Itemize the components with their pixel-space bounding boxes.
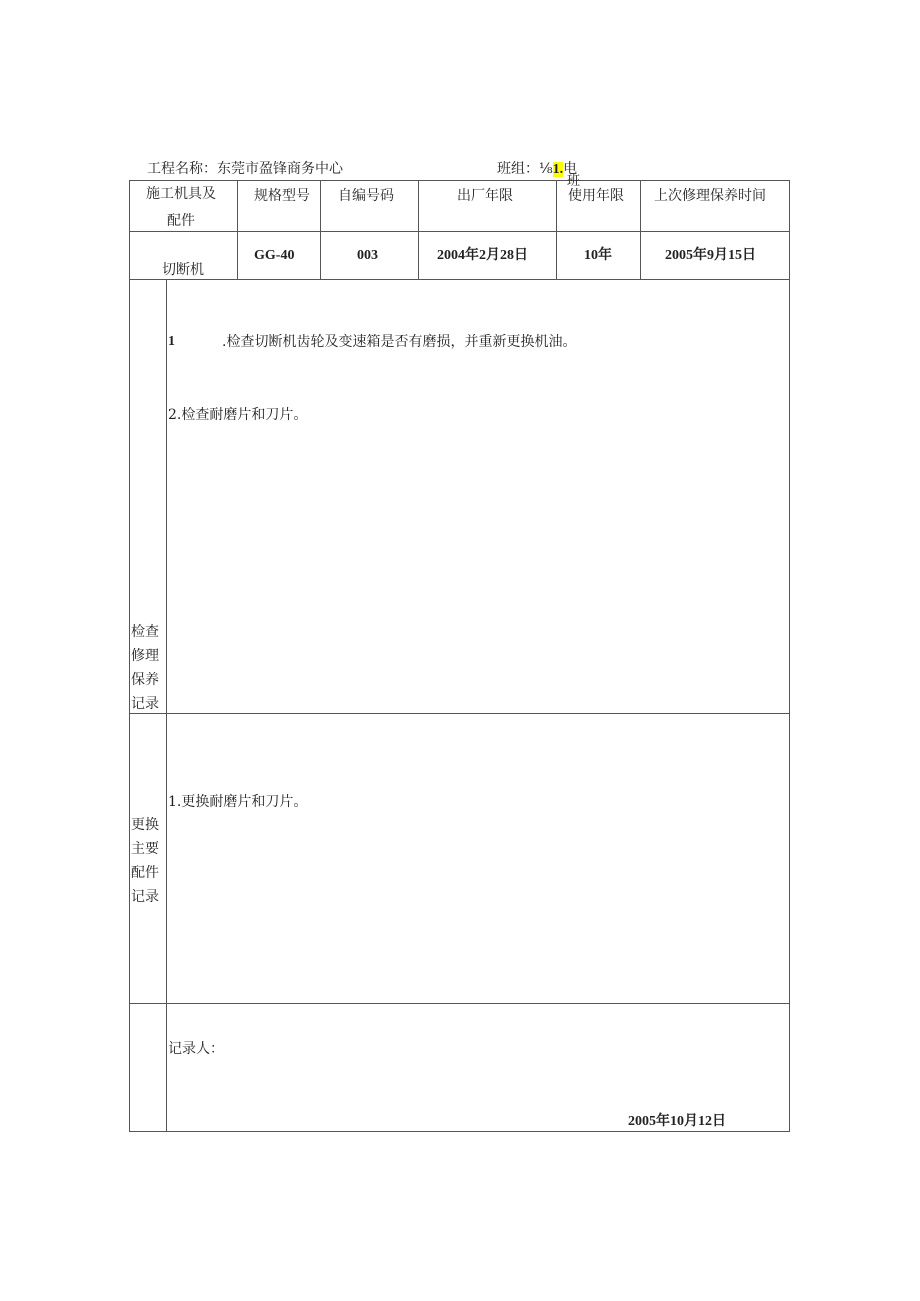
team-suffix-overflow: 班 (567, 174, 581, 189)
recorder-label: 记录人： (168, 1041, 224, 1057)
project-name: 工程名称：东莞市盈锋商务中心 (147, 161, 343, 177)
col-divider-1 (237, 180, 238, 280)
row-divider-2 (129, 279, 790, 280)
replacement-label-line: 配件 (131, 865, 159, 881)
table-border-top (129, 180, 790, 181)
header-col-model: 规格型号 (254, 188, 310, 204)
cell-number: 003 (357, 248, 378, 263)
inspection-item1-number: 1 (168, 334, 175, 349)
inspection-label (131, 620, 159, 716)
table-border-left (129, 180, 130, 1132)
team-highlight: 1. (552, 162, 564, 177)
header-col-number: 自编号码 (338, 188, 394, 204)
replacement-item1: 1.更换耐磨片和刀片。 (168, 794, 308, 810)
replacement-label-line: 更换 (131, 817, 159, 833)
cell-last-maintenance: 2005年9月15日 (665, 248, 756, 263)
inspection-item2: 2.检查耐磨片和刀片。 (168, 407, 308, 423)
header-col-last-maintenance: 上次修理保养时间 (654, 188, 766, 204)
team-prefix: 班组：⅛ (497, 161, 553, 177)
label-col-divider (166, 279, 167, 1132)
replacement-label-line: 记录 (131, 889, 159, 905)
inspection-item1-text: .检查切断机齿轮及变速箱是否有磨损，并重新更换机油。 (222, 334, 577, 350)
team-suffix: 电 (563, 161, 578, 177)
replacement-label-line: 主要 (131, 841, 159, 857)
table-border-right (789, 180, 790, 1132)
header-col-tool-line1: 施工机具及 (146, 186, 216, 202)
cell-tool: 切断机 (162, 262, 204, 278)
record-date: 2005年10月12日 (628, 1114, 726, 1129)
replacement-label (131, 813, 159, 909)
inspection-label-line: 修理 (131, 648, 159, 664)
inspection-label-line: 检查 (131, 624, 159, 640)
col-divider-4 (556, 180, 557, 280)
row-divider-4 (129, 1003, 790, 1004)
row-divider-1 (129, 231, 790, 232)
col-divider-3 (418, 180, 419, 280)
header-col-manufacture: 出厂年限 (457, 188, 513, 204)
team-label (497, 161, 577, 178)
header-col-service-years: 使用年限 (568, 188, 624, 204)
inspection-label-line: 记录 (131, 696, 159, 712)
cell-manufacture-date: 2004年2月28日 (437, 248, 528, 263)
col-divider-2 (320, 180, 321, 280)
inspection-label-line: 保养 (131, 672, 159, 688)
row-divider-3 (129, 713, 790, 714)
header-col-tool-line2: 配件 (167, 213, 195, 229)
table-border-bottom (129, 1131, 790, 1132)
cell-service-years: 10年 (584, 248, 612, 263)
cell-model: GG-40 (254, 248, 295, 263)
col-divider-5 (640, 180, 641, 280)
